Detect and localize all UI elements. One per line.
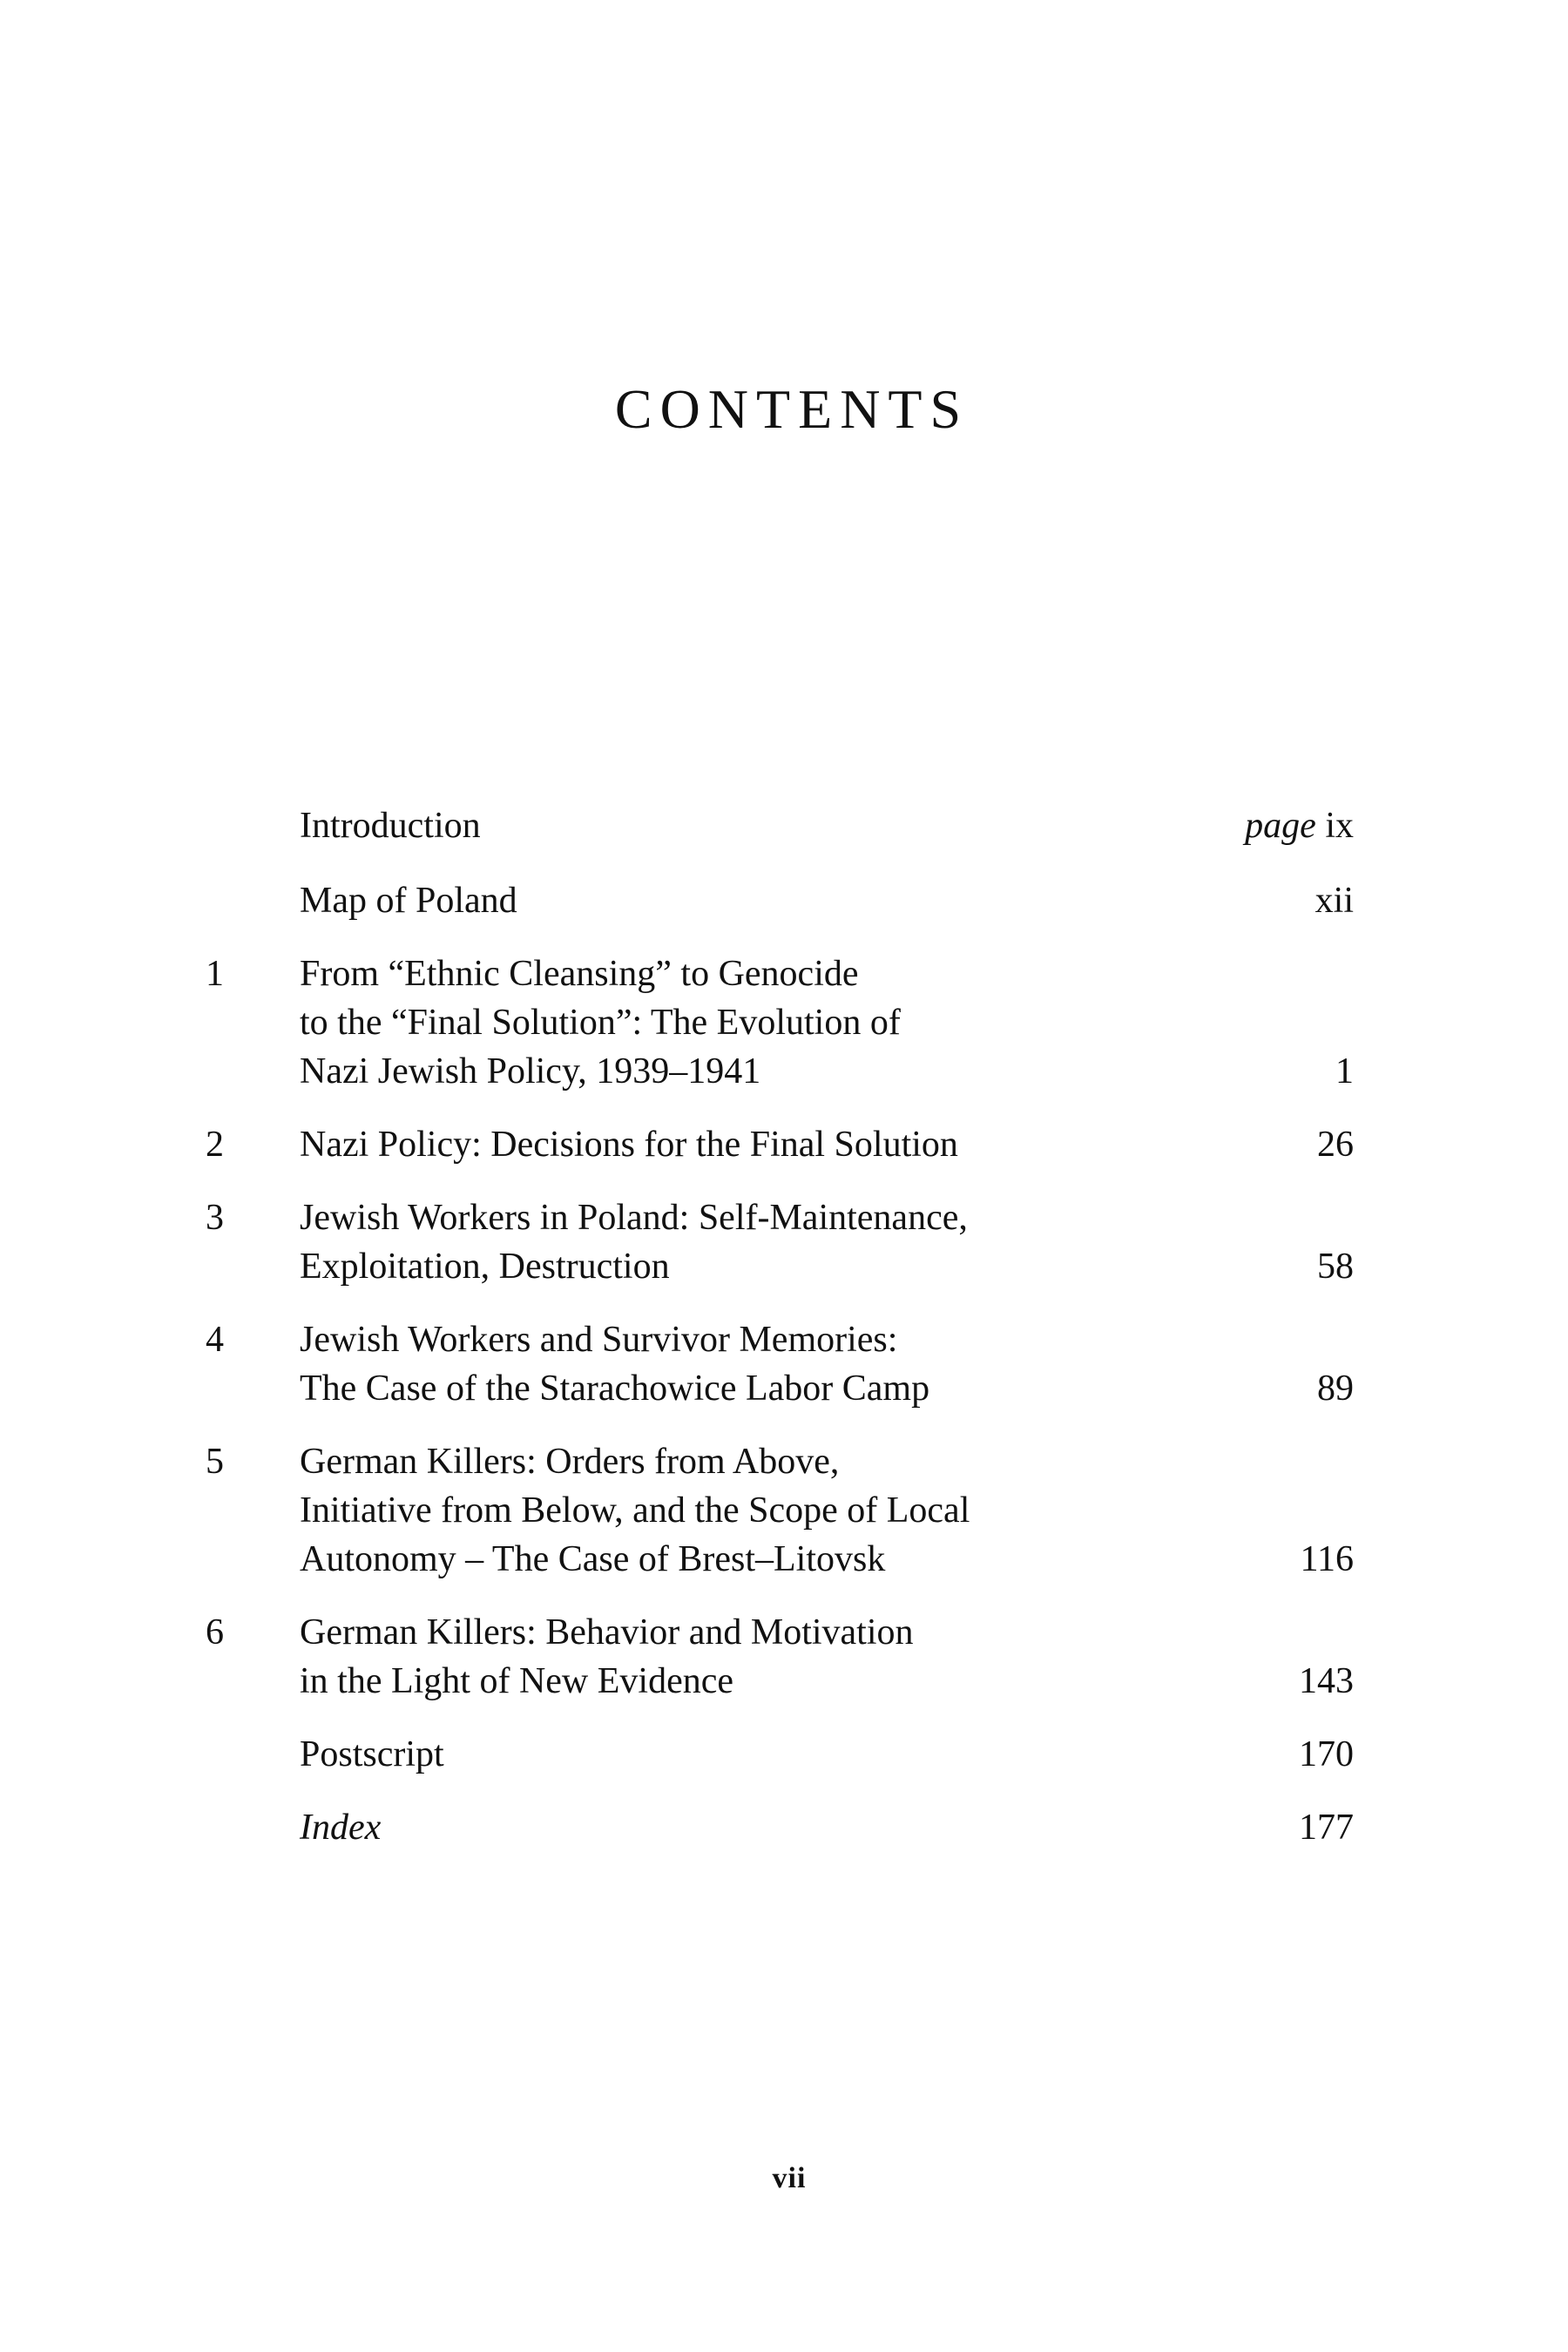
toc-entry-title — [300, 1315, 1171, 1413]
toc-title-line: Nazi Policy: Decisions for the Final Solution — [300, 1125, 958, 1165]
toc-title-line: The Case of the Starachowice Labor Camp — [300, 1369, 930, 1409]
toc-page-value: 1 — [1335, 1051, 1354, 1092]
toc-page-value: 177 — [1299, 1808, 1354, 1848]
toc-title-line: German Killers: Orders from Above, — [300, 1442, 840, 1482]
page-label: page — [1245, 806, 1316, 846]
toc-list — [0, 801, 1568, 1852]
toc-entry[interactable] — [0, 1193, 1568, 1291]
toc-title-line: Jewish Workers and Survivor Memories: — [300, 1320, 898, 1360]
toc-page-number — [1317, 1120, 1354, 1169]
toc-title-line: to the “Final Solution”: The Evolution of — [300, 1003, 901, 1043]
toc-page-number — [1317, 1242, 1354, 1291]
toc-entry-title — [300, 801, 1171, 850]
table-of-contents — [0, 801, 1568, 1876]
toc-entry[interactable] — [0, 1608, 1568, 1706]
footer-page-number: vii — [772, 2162, 807, 2194]
toc-title-line: Index — [300, 1808, 382, 1848]
toc-title-line: Exploitation, Destruction — [300, 1247, 670, 1287]
toc-title-line: Jewish Workers in Poland: Self-Maintenance, — [300, 1198, 968, 1238]
toc-entry-title — [300, 1803, 1171, 1852]
toc-entry-title — [300, 950, 1171, 1096]
toc-entry[interactable] — [0, 801, 1568, 850]
toc-page-number — [1299, 1657, 1354, 1706]
toc-page-value: 170 — [1299, 1734, 1354, 1774]
toc-title-line: Postscript — [300, 1734, 444, 1774]
toc-entry[interactable] — [0, 1437, 1568, 1584]
toc-entry-title — [300, 1608, 1171, 1706]
toc-entry[interactable] — [0, 1315, 1568, 1413]
toc-page-value: xii — [1315, 881, 1354, 921]
toc-title-line: Map of Poland — [300, 881, 517, 921]
toc-entry-title — [300, 1193, 1171, 1291]
toc-chapter-number: 3 — [206, 1198, 224, 1238]
toc-page-number — [1315, 876, 1354, 925]
toc-entry[interactable] — [0, 1730, 1568, 1779]
toc-page-number — [1301, 1535, 1354, 1584]
toc-page-value: 58 — [1317, 1247, 1354, 1287]
toc-page-number — [1245, 801, 1354, 850]
toc-title-line: Initiative from Below, and the Scope of Local — [300, 1490, 970, 1531]
toc-entry-title — [300, 1730, 1171, 1779]
toc-title-line: in the Light of New Evidence — [300, 1661, 734, 1701]
toc-page-number — [1335, 1047, 1354, 1096]
toc-title-line: Introduction — [300, 806, 481, 846]
toc-chapter-number: 4 — [206, 1320, 224, 1360]
toc-page-value: 89 — [1317, 1369, 1354, 1409]
toc-page-value: 26 — [1317, 1125, 1354, 1165]
toc-chapter-number: 5 — [206, 1442, 224, 1482]
toc-page-number — [1317, 1364, 1354, 1413]
toc-chapter-number: 1 — [206, 954, 224, 994]
toc-title-line: German Killers: Behavior and Motivation — [300, 1612, 914, 1652]
toc-entry-title — [300, 1120, 1171, 1169]
toc-title-line: From “Ethnic Cleansing” to Genocide — [300, 954, 859, 994]
toc-entry[interactable] — [0, 1120, 1568, 1169]
toc-chapter-number: 2 — [206, 1125, 224, 1165]
toc-entry-title — [300, 1437, 1171, 1584]
toc-entry-title — [300, 876, 1171, 925]
toc-page-value: 116 — [1300, 1539, 1354, 1579]
toc-chapter-number: 6 — [206, 1612, 224, 1652]
toc-entry[interactable] — [0, 950, 1568, 1096]
page-title: CONTENTS — [614, 378, 970, 440]
toc-page-number — [1299, 1803, 1354, 1852]
toc-entry[interactable] — [0, 876, 1568, 925]
toc-entry[interactable] — [0, 1803, 1568, 1852]
toc-page-number — [1299, 1730, 1354, 1779]
toc-page-value: 143 — [1299, 1661, 1354, 1701]
toc-title-line: Nazi Jewish Policy, 1939–1941 — [300, 1051, 761, 1092]
toc-page-value: ix — [1325, 806, 1354, 846]
toc-title-line: Autonomy – The Case of Brest–Litovsk — [300, 1539, 886, 1579]
